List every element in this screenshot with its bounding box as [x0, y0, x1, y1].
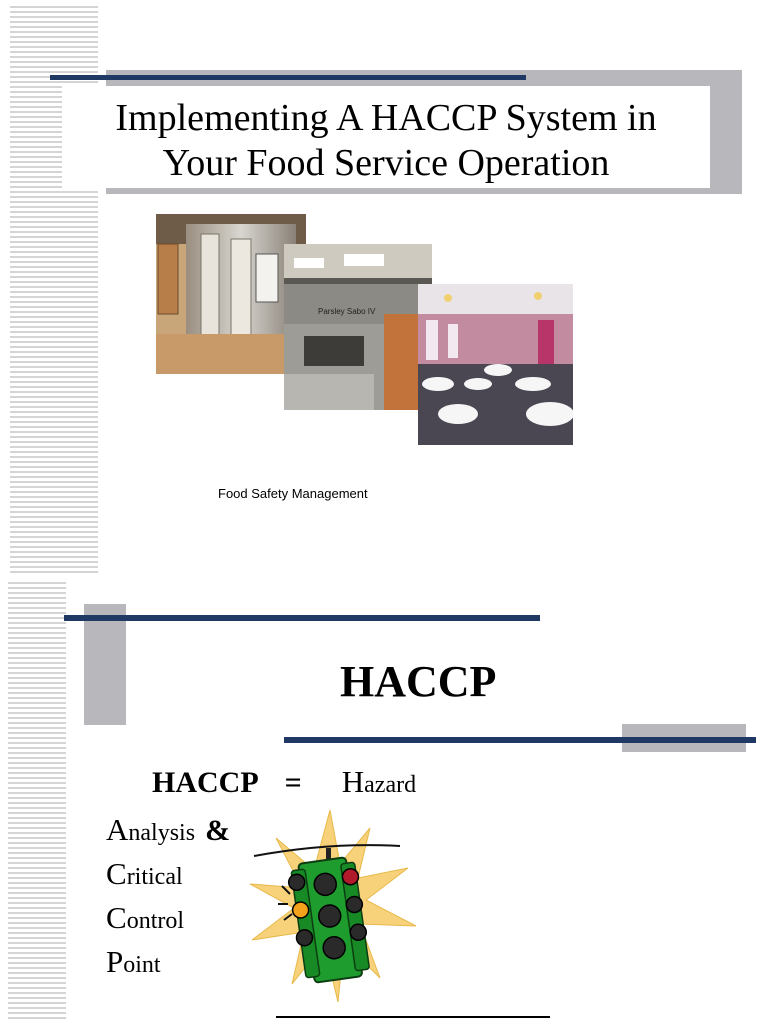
critical-initial: C	[106, 856, 127, 891]
acronym-term: HACCP	[152, 766, 259, 799]
point-initial: P	[106, 944, 124, 979]
critical-rest: ritical	[126, 864, 183, 890]
haccp-heading: HACCP	[340, 657, 497, 706]
top-left-gray-block	[84, 604, 126, 725]
analysis-initial: A	[106, 812, 129, 847]
left-stripe-decoration-2	[8, 582, 66, 1022]
control-initial: C	[106, 900, 127, 935]
dining-room-photo	[418, 284, 573, 445]
hazard-initial: H	[341, 764, 365, 799]
acronym-line-2	[106, 812, 230, 848]
acronym-line-3	[106, 856, 183, 892]
title-navy-bar	[50, 75, 526, 80]
ampersand: &	[205, 814, 231, 847]
bottom-rule	[276, 1016, 550, 1018]
control-rest: ontrol	[126, 908, 185, 934]
point-rest: oint	[123, 952, 161, 978]
equals-sign: =	[284, 766, 302, 799]
analysis-rest: nalysis	[128, 820, 196, 846]
middle-navy-bar	[284, 737, 756, 743]
acronym-line-5	[106, 944, 161, 980]
slide-subtitle: Food Safety Management	[218, 486, 368, 501]
acronym-line-1	[152, 764, 416, 800]
top-navy-bar	[64, 615, 540, 621]
acronym-line-4	[106, 900, 184, 936]
traffic-light-icon	[248, 808, 418, 1004]
kitchen-sign-text: Parsley Sabo IV	[318, 307, 376, 316]
hazard-rest: azard	[364, 772, 417, 798]
slide-title: Implementing A HACCP System in Your Food Service Operation	[115, 97, 657, 184]
commercial-kitchen-photo	[284, 244, 432, 410]
